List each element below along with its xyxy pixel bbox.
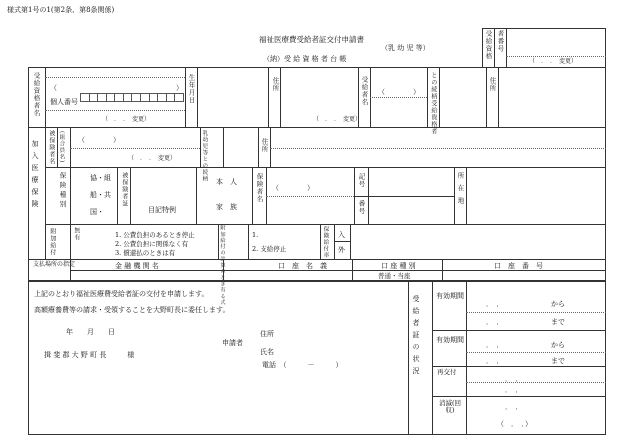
period-1-from-date: ． ．	[486, 300, 504, 308]
period-2-from: から	[551, 341, 565, 349]
withdraw-paren-date: （ ． ．）	[497, 420, 532, 428]
period-2-to-date: ． ．	[486, 357, 504, 365]
status-label: 受給者証の状況	[412, 295, 421, 379]
family-label: 家 族	[216, 203, 237, 211]
insurer-label: 保険者名	[255, 173, 264, 203]
recipient-number-label: 受給資格	[484, 30, 493, 60]
birth-label: 生年月日	[187, 74, 196, 104]
bank-label: 金 融 機 関 名	[115, 262, 159, 270]
type-option-3: 国・	[90, 208, 104, 216]
out-label: 外	[338, 246, 345, 254]
form-title: 福祉医療費受給者証交付申請書	[259, 35, 364, 44]
period-2-from-date: ． ．	[486, 341, 504, 349]
benefit-none-label: 無有	[72, 227, 80, 241]
relation-label: との続柄受給資格者	[429, 72, 437, 135]
type-option-2: 船・共	[90, 191, 111, 199]
applicant-section-label: 受給資格者名	[32, 72, 41, 117]
period-2-to: まで	[551, 357, 565, 365]
holder-paren: （ ）	[78, 136, 120, 144]
holder-label: 被保険者名	[47, 130, 55, 165]
form-subtitle: （乳 幼 児 等）	[381, 44, 430, 52]
form-number: 様式第1号の1(第2条、第8条関係)	[7, 6, 115, 14]
declaration-address-label: 住所	[260, 330, 274, 338]
benefit-option-3: 3. 償還払のときは有	[115, 249, 176, 257]
account-types: 普通・当座	[378, 272, 411, 280]
period-1-to-date: ． ．	[486, 318, 504, 326]
in-label: 入	[338, 231, 345, 239]
child-relation-label: 乳幼児等との続柄	[201, 130, 208, 182]
period-1-from: から	[551, 300, 565, 308]
calc-label: 附加給付の計算のとき有る式	[219, 225, 226, 306]
declaration-addressee: 揖 斐 郡 大 野 町 長 様	[44, 351, 135, 359]
withdraw-date: ． ．	[505, 403, 523, 411]
recipient-address-label: 住所	[488, 77, 497, 92]
applicant-changed: （ ． ． 変更）	[102, 116, 151, 123]
symbol-label: 記号	[357, 173, 366, 188]
recipient-number-changed: （ ． ． 変更）	[529, 58, 578, 65]
address-label: 住所	[271, 77, 280, 92]
declaration-line-1: 上記のとおり福祉医療費受給者証の交付を申請します。	[34, 290, 209, 298]
calc-option-2: 2. 支給停止	[252, 245, 287, 253]
applicant-name-paren-close: ）	[176, 84, 183, 92]
insurance-type-label: 保険種別	[58, 172, 67, 210]
insured-address-label: 住所	[260, 138, 269, 153]
period-label-2: 有効期間	[436, 336, 464, 344]
card-label: 被保険者証	[120, 172, 128, 207]
benefit-label: 附加給付	[48, 228, 56, 256]
holder-changed: （ ． ． 変更）	[128, 155, 177, 162]
holder-sublabel: (組合員名)	[58, 131, 65, 164]
reissue-label: 再交付	[437, 368, 457, 376]
insurance-section-label: 加入医療保険	[31, 140, 40, 212]
self-label: 本 人	[216, 178, 237, 186]
declaration-date: 年 月 日	[66, 328, 115, 336]
register-title: （納）受 給 資 格 者 台 帳	[263, 55, 347, 63]
applicant-name-paren: （	[50, 84, 57, 92]
special-label: 目記特例	[148, 206, 176, 214]
benefit-option-2: 2. 公費負担に関係なく有	[115, 240, 189, 248]
personal-number-boxes[interactable]	[80, 93, 184, 102]
calc-option-1: 1.	[252, 231, 259, 239]
declaration-name-label: 氏名	[260, 348, 274, 356]
declaration-line-2: 高額療養費等の請求・受領することを大野町長に委任します。	[34, 306, 230, 314]
reissue-date-2: ． ．	[505, 386, 523, 394]
withdraw-label: 消滅(回収)	[438, 399, 462, 415]
account-type-label: 口 座 種 別	[381, 262, 416, 270]
number-label: 番号	[357, 200, 366, 215]
account-number-label: 口 座 番 号	[494, 262, 543, 270]
recipient-number-sublabel: 者番号	[496, 30, 505, 53]
period-label-1: 有効期間	[436, 292, 464, 300]
recipient-name-label: 受給者名	[360, 76, 369, 106]
declaration-applicant-label: 申請者	[222, 339, 243, 347]
recipient-name-paren: （ ）	[378, 88, 420, 96]
location-label: 所在地	[456, 172, 465, 210]
payee-label: 支払場所の指定	[33, 261, 76, 268]
address-changed: （ ． ． 変更）	[313, 116, 362, 123]
type-option-1: 協・組	[90, 174, 111, 182]
period-1-to: まで	[551, 318, 565, 326]
declaration-phone: 電話 （ － ）	[262, 361, 343, 369]
personal-number-label: 個人番号	[50, 98, 78, 106]
insurance-rate-label: 保険給付率	[322, 226, 329, 259]
benefit-option-1: 1. 公費負担のあるとき停止	[115, 231, 195, 239]
insurer-paren: （ ）	[272, 184, 314, 192]
reissue-date-1: ． ．	[505, 375, 523, 383]
account-name-label: 口 座 名 義	[278, 262, 327, 270]
